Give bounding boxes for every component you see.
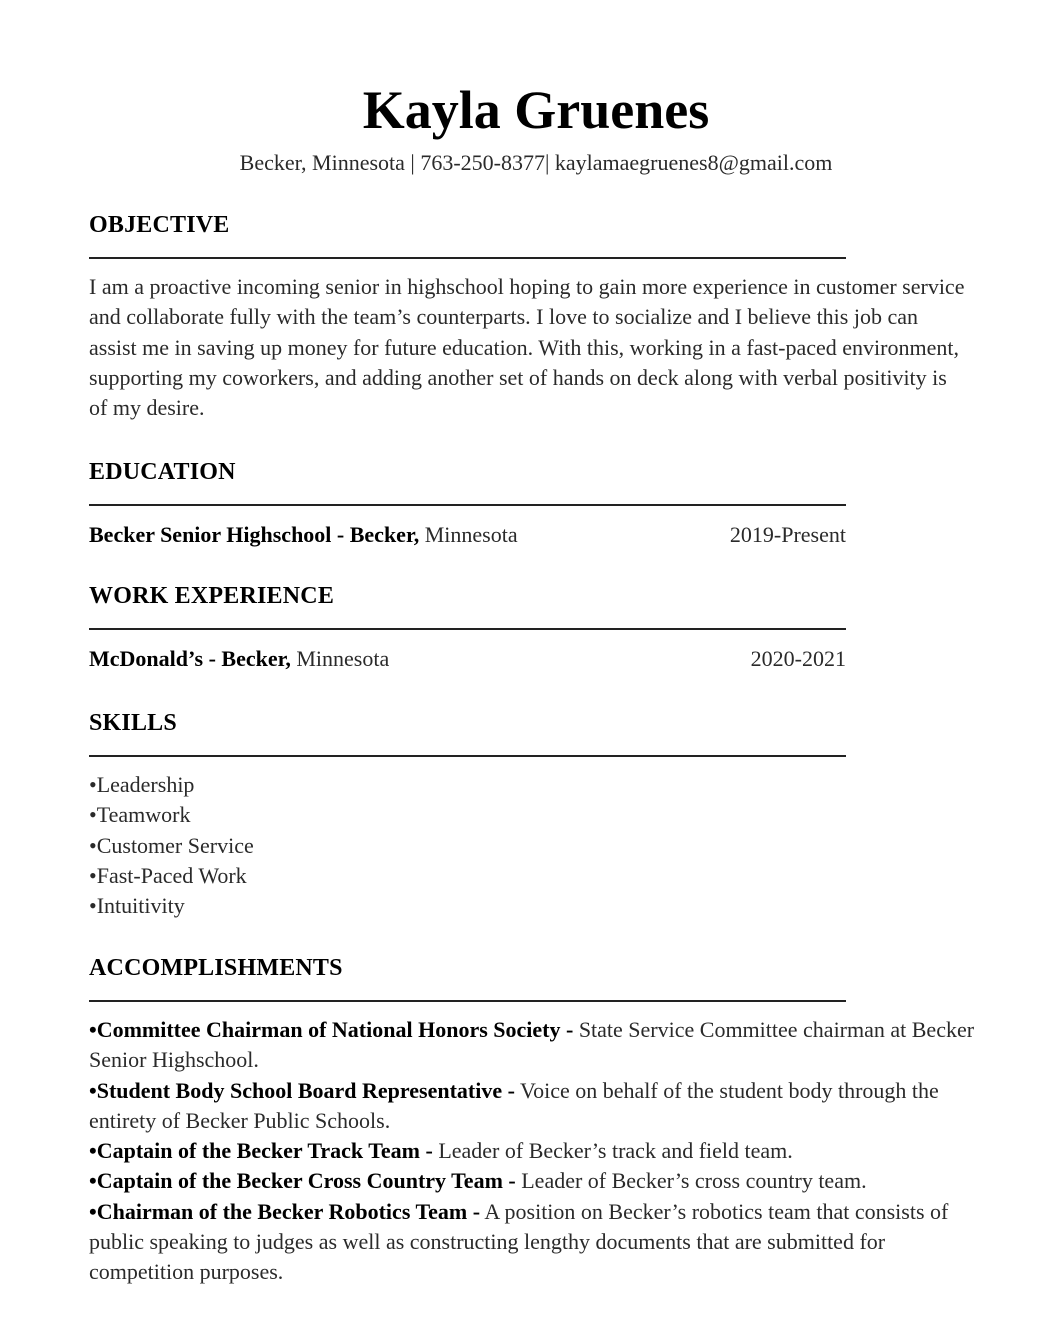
accomplishments-list <box>89 1015 984 1288</box>
contact-info: Becker, Minnesota | 763-250-8377| kaylamaegruenes8@gmail.com <box>239 150 833 175</box>
section-title-objective: OBJECTIVE <box>89 212 230 238</box>
section-divider <box>89 1000 846 1002</box>
accomplishment-title: •Committee Chairman of National Honors Society - <box>89 1017 574 1042</box>
accomplishment-title: •Captain of the Becker Track Team - <box>89 1138 433 1164</box>
accomplishment-desc: Voice on behalf of the student body through the entirety of Becker Public Schools. <box>89 1077 939 1133</box>
work-employer: McDonald’s - Becker, <box>89 646 291 671</box>
section-title-work: WORK EXPERIENCE <box>89 583 335 609</box>
skill-item: •Intuitivity <box>89 893 185 919</box>
skills-list <box>89 770 254 921</box>
skill-item: •Leadership <box>89 772 195 797</box>
accomplishment-title: •Student Body School Board Representative - <box>89 1077 515 1103</box>
accomplishment-item <box>89 1166 984 1196</box>
accomplishment-item <box>89 1197 984 1288</box>
accomplishment-desc: A position on Becker’s robotics team that consists of public speaking to judges as well as constructing lengthy documents that are submitted for competition purposes. <box>89 1198 949 1285</box>
work-date: 2020-2021 <box>750 646 846 671</box>
accomplishment-item <box>89 1136 984 1166</box>
education-date: 2019-Present <box>729 522 846 547</box>
education-location: Minnesota <box>419 522 518 547</box>
skill-item: •Fast-Paced Work <box>89 862 247 888</box>
accomplishment-desc: State Service Committee chairman at Becker Senior Highschool. <box>89 1017 975 1073</box>
work-entry <box>89 644 846 674</box>
section-title-education: EDUCATION <box>89 459 236 485</box>
section-title-accomplishments: ACCOMPLISHMENTS <box>89 955 343 981</box>
accomplishment-desc: Leader of Becker’s track and field team. <box>432 1138 793 1164</box>
accomplishment-title: •Chairman of the Becker Robotics Team - <box>89 1198 481 1224</box>
work-location: Minnesota <box>290 646 390 671</box>
accomplishment-desc: Leader of Becker’s cross country team. <box>515 1168 867 1194</box>
education-entry <box>89 520 846 550</box>
resume-name: Kayla Gruenes <box>362 80 710 140</box>
accomplishment-item <box>89 1076 984 1137</box>
section-divider <box>89 257 846 259</box>
section-divider <box>89 628 846 630</box>
accomplishment-title: •Captain of the Becker Cross Country Team - <box>89 1168 516 1194</box>
accomplishment-item <box>89 1015 984 1076</box>
skill-item: •Customer Service <box>89 832 254 858</box>
skill-item: •Teamwork <box>89 802 191 828</box>
education-school: Becker Senior Highschool - Becker, <box>89 522 420 547</box>
objective-text: I am a proactive incoming senior in highschool hoping to gain more experience in customer service and collaborate fully with the team’s counterparts. I love to socialize and I believe this job can assist me in saving up money for future education. With this, working in a fast-paced environment, supporting my coworkers, and adding another set of hands on deck along with verbal positivity is of my desire. <box>89 274 965 421</box>
section-divider <box>89 504 846 506</box>
section-divider <box>89 755 846 757</box>
section-title-skills: SKILLS <box>89 710 177 736</box>
